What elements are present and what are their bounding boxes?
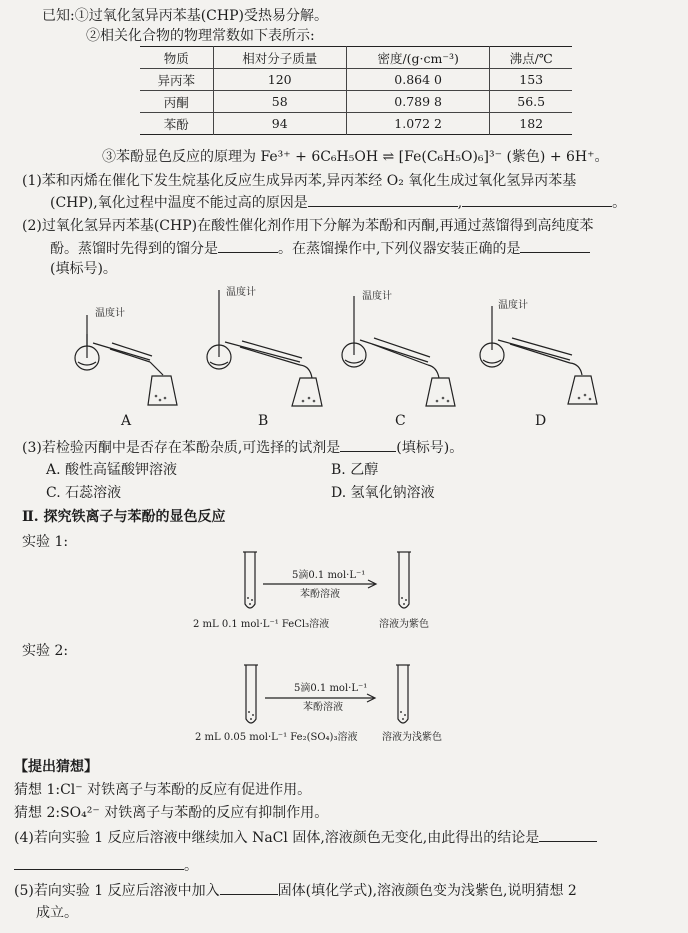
thermometer-label-d: 温度计 (498, 300, 528, 311)
period: 。 (612, 195, 627, 211)
table-header: 物质 (140, 47, 213, 69)
hypothesis-1: 猜想 1:Cl⁻ 对铁离子与苯酚的反应有促进作用。 (14, 782, 312, 798)
experiment-2-left-caption: 2 mL 0.05 mol·L⁻¹ Fe₂(SO₄)₃溶液 (195, 732, 358, 743)
section-2-title: Ⅱ. 探究铁离子与苯酚的显色反应 (22, 509, 226, 525)
table-cell: 异丙苯 (140, 69, 213, 91)
table-cell: 56.5 (490, 91, 572, 113)
experiment-1-tube-left (243, 552, 257, 608)
question-4-line-1 (14, 827, 597, 848)
intro-line-1: 已知:①过氧化氢异丙苯基(CHP)受热易分解。 (42, 8, 328, 24)
table-cell: 0.789 8 (346, 91, 490, 113)
experiment-2-arrow-top: 5滴0.1 mol·L⁻¹ (294, 683, 368, 694)
hypothesis-2: 猜想 2:SO₄²⁻ 对铁离子与苯酚的反应有抑制作用。 (14, 805, 329, 821)
experiment-1-tube-right (397, 552, 411, 608)
table-cell: 1.072 2 (346, 113, 490, 135)
question-3-stem-b: (填标号)。 (396, 440, 464, 456)
table-header: 相对分子质量 (213, 47, 346, 69)
question-2-line-1: (2)过氧化氢异丙苯基(CHP)在酸性催化剂作用下分解为苯酚和丙酮,再通过蒸馏得到高纯度苯 (22, 218, 594, 234)
option-label-b: B (258, 413, 269, 429)
table-header: 密度/(g·cm⁻³) (346, 47, 490, 69)
option-label-d: D (535, 413, 547, 429)
experiment-1-arrow-bottom: 苯酚溶液 (300, 589, 340, 600)
question-1-stem: (CHP),氧化过程中温度不能过高的原因是 (50, 195, 308, 211)
intro-line-2: ②相关化合物的物理常数如下表所示: (86, 28, 315, 44)
question-3-option-d: D. 氢氧化钠溶液 (331, 485, 435, 501)
table-cell: 182 (490, 113, 572, 135)
table-header: 沸点/℃ (490, 47, 572, 69)
hypothesis-title: 【提出猜想】 (14, 759, 98, 775)
experiment-1-arrow-top: 5滴0.1 mol·L⁻¹ (292, 570, 366, 581)
option-label-a: A (121, 413, 132, 429)
question-5-stem-a: (5)若向实验 1 反应后溶液中加入 (14, 883, 220, 899)
thermometer-label-a: 温度计 (95, 308, 125, 319)
experiment-2-label: 实验 2: (22, 643, 69, 659)
question-1-line-2: (CHP),氧化过程中温度不能过高的原因是 , 。 (50, 192, 626, 213)
experiment-1-label: 实验 1: (22, 534, 69, 550)
experiment-2-right-caption: 溶液为浅紫色 (382, 732, 442, 743)
period: 。 (184, 858, 198, 874)
question-2-line-3: (填标号)。 (50, 261, 117, 277)
answer-blank[interactable] (14, 855, 184, 870)
table-cell: 苯酚 (140, 113, 213, 135)
table-cell: 94 (213, 113, 346, 135)
experiment-1-right-caption: 溶液为紫色 (379, 619, 429, 630)
table-cell: 120 (213, 69, 346, 91)
question-3-stem-a: (3)若检验丙酮中是否存在苯酚杂质,可选择的试剂是 (22, 440, 341, 456)
answer-blank[interactable] (539, 827, 597, 842)
experiment-2-tube-left (244, 665, 258, 723)
question-2-stem-a: 酚。蒸馏时先得到的馏分是 (50, 241, 218, 257)
experiment-1-left-caption: 2 mL 0.1 mol·L⁻¹ FeCl₃溶液 (193, 619, 330, 630)
question-3-option-b: B. 乙醇 (331, 462, 379, 478)
question-3-option-c: C. 石蕊溶液 (46, 485, 122, 501)
question-2-stem-b: 。在蒸馏操作中,下列仪器安装正确的是 (278, 241, 521, 257)
table-cell: 58 (213, 91, 346, 113)
question-1-line-1: (1)苯和丙烯在催化下发生烷基化反应生成异丙苯,异丙苯经 O₂ 氧化生成过氧化氢异丙苯基 (22, 173, 577, 189)
question-3-option-a: A. 酸性高锰酸钾溶液 (46, 462, 178, 478)
answer-blank[interactable] (220, 880, 278, 895)
question-4-line-2 (14, 855, 198, 876)
reaction-principle: ③苯酚显色反应的原理为 Fe³⁺ + 6C₆H₅OH ⇌ [Fe(C₆H₅O)₆]³⁻ (紫色) + 6H⁺。 (102, 149, 609, 165)
thermometer-label-c: 温度计 (362, 291, 392, 302)
question-5-line-2: 成立。 (36, 905, 78, 921)
table-cell: 0.864 0 (346, 69, 490, 91)
table-cell: 丙酮 (140, 91, 213, 113)
question-4-stem: (4)若向实验 1 反应后溶液中继续加入 NaCl 固体,溶液颜色无变化,由此得出的结论是 (14, 830, 540, 846)
option-label-c: C (395, 413, 406, 429)
question-5-line-1 (14, 880, 577, 901)
experiment-2-arrow-bottom: 苯酚溶液 (303, 702, 343, 713)
question-5-stem-b: 固体(填化学式),溶液颜色变为浅紫色,说明猜想 2 (277, 883, 577, 899)
experiment-2-tube-right (396, 665, 410, 723)
table-cell: 153 (490, 69, 572, 91)
thermometer-label-b: 温度计 (226, 287, 256, 298)
